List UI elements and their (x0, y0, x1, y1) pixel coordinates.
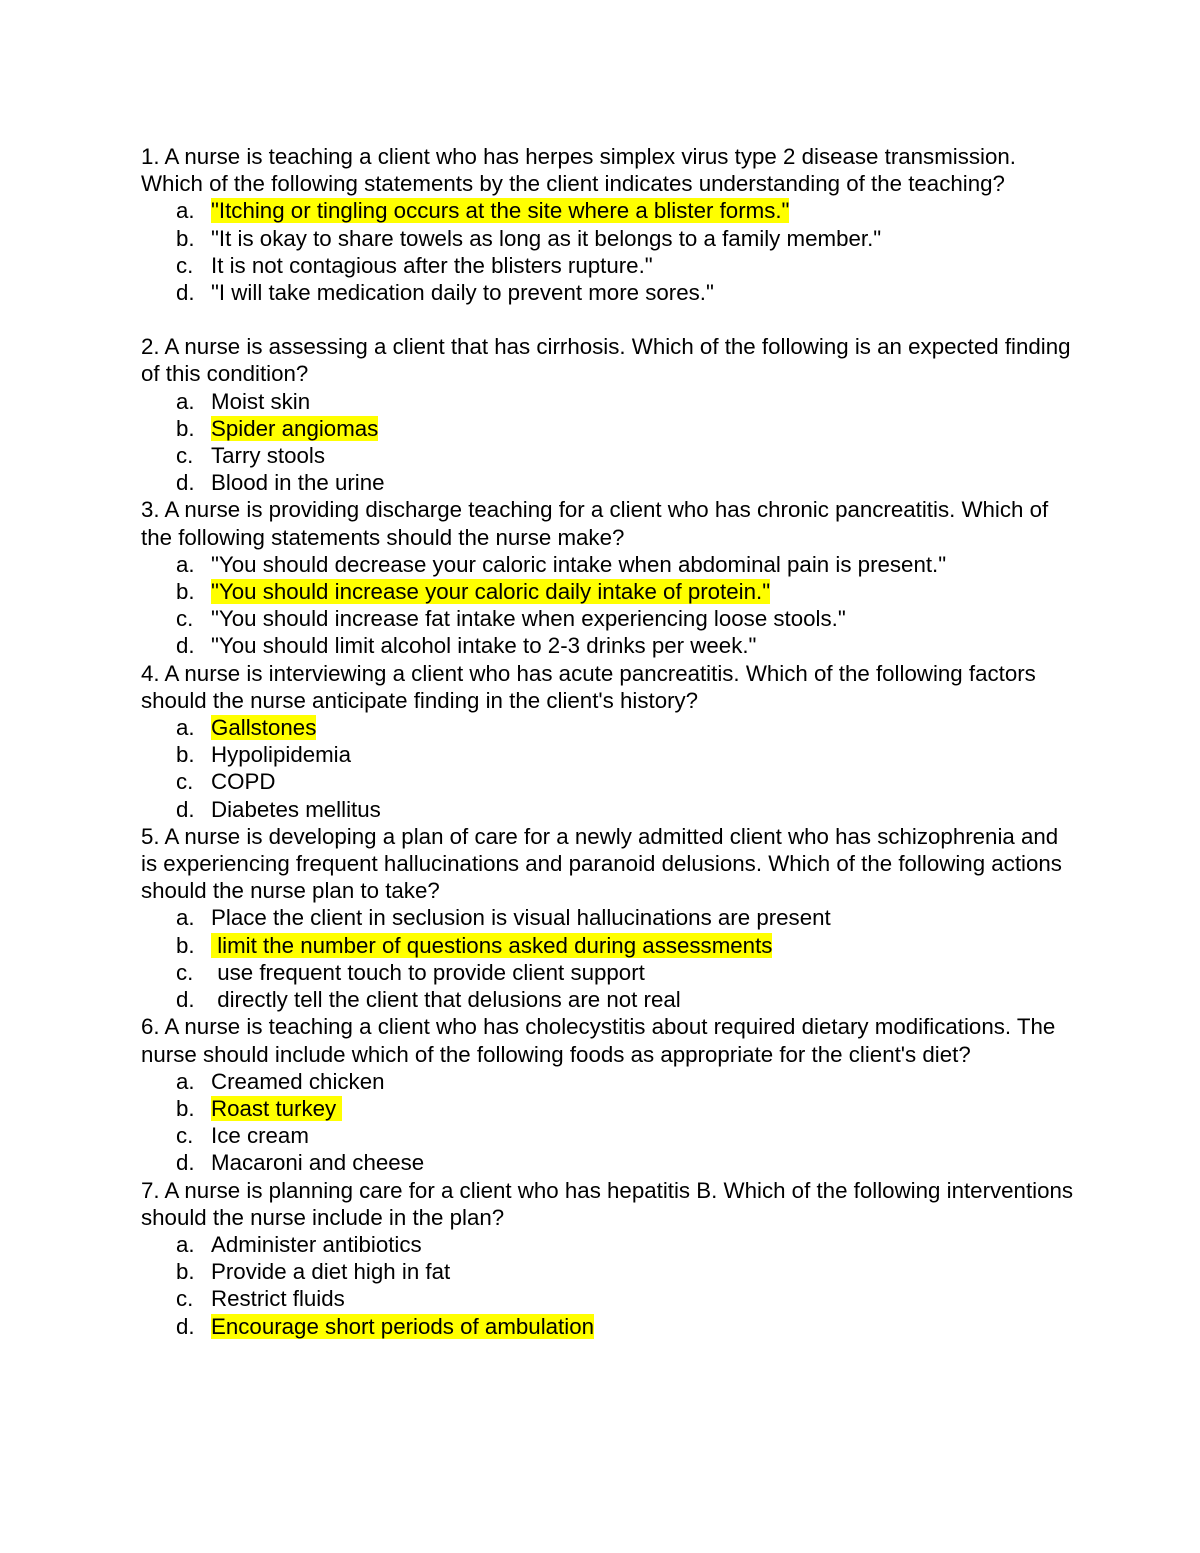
answer-options (141, 388, 1080, 497)
question-stem: 6. A nurse is teaching a client who has cholecystitis about required dietary modifications. The nurse should include which of the following foods as appropriate for the client's diet? (141, 1014, 1056, 1067)
answer-option-content (176, 1313, 594, 1339)
option-letter: c. (176, 769, 194, 795)
option-letter: c. (176, 1123, 194, 1149)
option-text: Tarry stools (211, 443, 325, 469)
answer-option (141, 469, 1080, 496)
answer-option (141, 1068, 1080, 1095)
option-text: "It is okay to share towels as long as it belongs to a family member." (211, 225, 882, 251)
answer-option-content (176, 606, 846, 632)
blank-line (141, 306, 1080, 333)
option-letter: b. (176, 1095, 195, 1121)
question-block (141, 496, 1080, 659)
answer-option (141, 225, 1080, 252)
answer-option (141, 252, 1080, 279)
option-text: "Itching or tingling occurs at the site where a blister forms." (211, 198, 790, 224)
answer-option (141, 551, 1080, 578)
option-text: Macaroni and cheese (211, 1150, 425, 1176)
answer-option-highlighted (141, 197, 1080, 224)
option-text: Gallstones (211, 715, 317, 741)
answer-option-content (176, 959, 645, 985)
answer-options (141, 904, 1080, 1013)
question-block (141, 1177, 1080, 1340)
answer-options (141, 197, 1080, 306)
option-letter: a. (176, 551, 195, 577)
option-letter: b. (176, 742, 195, 768)
option-text: Moist skin (211, 388, 311, 414)
option-letter: a. (176, 715, 195, 741)
answer-option-content (176, 470, 385, 496)
option-letter: c. (176, 606, 194, 632)
answer-option (141, 768, 1080, 795)
answer-option-content (176, 280, 714, 306)
option-letter: d. (176, 280, 195, 306)
option-text: limit the number of questions asked during assessments (211, 932, 773, 958)
option-text: Provide a diet high in fat (211, 1259, 451, 1285)
answer-option (141, 1285, 1080, 1312)
option-letter: d. (176, 633, 195, 659)
answer-option-content (176, 551, 947, 577)
option-letter: a. (176, 198, 195, 224)
answer-option-content (176, 252, 653, 278)
answer-option-content (176, 443, 325, 469)
answer-option-content (176, 415, 379, 441)
option-letter: c. (176, 443, 194, 469)
option-text: "You should increase your caloric daily intake of protein." (211, 579, 771, 605)
option-text: Restrict fluids (211, 1286, 345, 1312)
question-block (141, 660, 1080, 823)
option-text: COPD (211, 769, 276, 795)
option-letter: d. (176, 1313, 195, 1339)
option-letter: b. (176, 415, 195, 441)
option-text: Administer antibiotics (211, 1231, 422, 1257)
answer-option-content (176, 905, 831, 931)
answer-option (141, 986, 1080, 1013)
question-stem: 2. A nurse is assessing a client that has cirrhosis. Which of the following is an expected finding of this condition? (141, 334, 1071, 387)
answer-option (141, 959, 1080, 986)
answer-option-content (176, 1259, 451, 1285)
option-text: Diabetes mellitus (211, 796, 381, 822)
answer-option-highlighted (141, 932, 1080, 959)
question-block (141, 823, 1080, 1013)
answer-option (141, 796, 1080, 823)
option-letter: d. (176, 470, 195, 496)
question-stem: 5. A nurse is developing a plan of care for a newly admitted client who has schizophrenia and is experiencing frequent hallucinations and paranoid delusions. Which of the following actions should the nurse plan to take? (141, 823, 1062, 904)
question-block (141, 143, 1080, 306)
answer-option-highlighted (141, 714, 1080, 741)
answer-option (141, 1258, 1080, 1285)
answer-option-content (176, 198, 790, 224)
answer-option-highlighted (141, 578, 1080, 605)
answer-options (141, 1068, 1080, 1177)
option-text: "You should increase fat intake when experiencing loose stools." (211, 606, 846, 632)
answer-option-highlighted (141, 415, 1080, 442)
question-stem: 7. A nurse is planning care for a client who has hepatitis B. Which of the following interventions should the nurse include in the plan? (141, 1177, 1074, 1230)
answer-option-highlighted (141, 1095, 1080, 1122)
option-letter: b. (176, 932, 195, 958)
option-letter: a. (176, 388, 195, 414)
option-text: "I will take medication daily to prevent more sores." (211, 280, 714, 306)
answer-option-content (176, 388, 311, 414)
option-text: "You should decrease your caloric intake when abdominal pain is present." (211, 551, 947, 577)
option-text: Roast turkey (211, 1095, 343, 1121)
question-block (141, 1013, 1080, 1176)
option-letter: d. (176, 796, 195, 822)
option-text: Encourage short periods of ambulation (211, 1313, 594, 1339)
answer-option-highlighted (141, 1313, 1080, 1340)
option-text: Place the client in seclusion is visual hallucinations are present (211, 905, 831, 931)
question-stem: 1. A nurse is teaching a client who has herpes simplex virus type 2 disease transmission. Which of the following statements by the client indicates understanding of the teaching? (141, 144, 1016, 197)
option-letter: b. (176, 225, 195, 251)
question-block (141, 333, 1080, 496)
answer-options (141, 551, 1080, 660)
answer-option (141, 1231, 1080, 1258)
answer-option (141, 1122, 1080, 1149)
answer-option-content (176, 225, 882, 251)
question-stem: 3. A nurse is providing discharge teaching for a client who has chronic pancreatitis. Which of the following statements should the nurse make? (141, 497, 1049, 550)
answer-option (141, 442, 1080, 469)
answer-options (141, 1231, 1080, 1340)
answer-option-content (176, 633, 757, 659)
answer-option (141, 632, 1080, 659)
option-text: Ice cream (211, 1123, 309, 1149)
answer-option-content (176, 1095, 343, 1121)
option-letter: c. (176, 959, 194, 985)
option-text: Hypolipidemia (211, 742, 352, 768)
option-letter: b. (176, 1259, 195, 1285)
option-letter: c. (176, 252, 194, 278)
answer-option-content (176, 1068, 385, 1094)
option-text: "You should limit alcohol intake to 2-3 drinks per week." (211, 633, 757, 659)
answer-option-content (176, 796, 381, 822)
option-text: directly tell the client that delusions are not real (211, 987, 681, 1013)
answer-option (141, 904, 1080, 931)
answer-option (141, 605, 1080, 632)
answer-option-content (176, 1286, 345, 1312)
option-letter: a. (176, 905, 195, 931)
answer-option (141, 388, 1080, 415)
option-letter: a. (176, 1068, 195, 1094)
option-text: use frequent touch to provide client support (211, 959, 645, 985)
answer-option (141, 741, 1080, 768)
option-letter: d. (176, 1150, 195, 1176)
answer-option-content (176, 1123, 309, 1149)
answer-option-content (176, 579, 771, 605)
answer-option-content (176, 932, 773, 958)
answer-option-content (176, 769, 276, 795)
answer-option-content (176, 1231, 422, 1257)
option-text: Spider angiomas (211, 415, 379, 441)
answer-option-content (176, 1150, 425, 1176)
answer-option-content (176, 715, 317, 741)
option-text: Blood in the urine (211, 470, 385, 496)
option-letter: d. (176, 987, 195, 1013)
option-text: It is not contagious after the blisters rupture." (211, 252, 653, 278)
option-text: Creamed chicken (211, 1068, 385, 1094)
answer-option (141, 1149, 1080, 1176)
question-stem: 4. A nurse is interviewing a client who has acute pancreatitis. Which of the following factors should the nurse anticipate finding in the client's history? (141, 660, 1036, 713)
answer-options (141, 714, 1080, 823)
option-letter: c. (176, 1286, 194, 1312)
answer-option-content (176, 987, 681, 1013)
answer-option-content (176, 742, 352, 768)
answer-option (141, 279, 1080, 306)
option-letter: b. (176, 579, 195, 605)
option-letter: a. (176, 1231, 195, 1257)
